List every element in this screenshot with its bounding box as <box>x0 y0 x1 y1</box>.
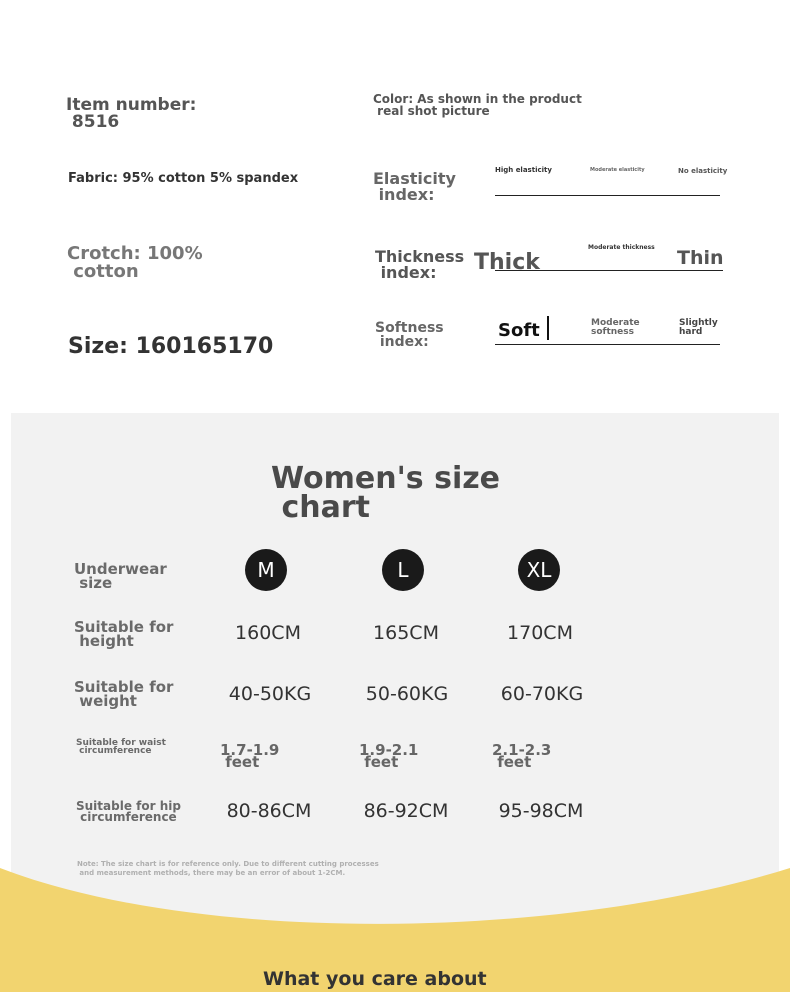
softness-option-soft: Soft <box>498 320 540 341</box>
waist-l: 1.9-2.1 feet <box>359 741 419 771</box>
softness-option-slightly-hard: Slightly hard <box>679 318 718 337</box>
waist-m: 1.7-1.9 feet <box>220 741 280 771</box>
waist-xl: 2.1-2.3 feet <box>492 741 552 771</box>
size-chart-note: Note: The size chart is for reference only. Due to different cutting processes and measurement methods, there may be an error of about 1-2CM. <box>77 860 379 878</box>
row-label-underwear-size: Underwear size <box>74 560 167 592</box>
fabric-spec: Fabric: 95% cotton 5% spandex <box>68 171 299 186</box>
row-label-hip: Suitable for hip circumference <box>76 799 181 824</box>
softness-label: Softness index: <box>375 320 444 350</box>
color-spec: Color: As shown in the product real shot picture <box>373 92 582 118</box>
hip-m: 80-86CM <box>226 800 312 822</box>
hip-xl: 95-98CM <box>498 800 584 822</box>
softness-scale-line <box>495 344 720 345</box>
size-badge-xl: XL <box>518 549 560 591</box>
thickness-option-thick: Thick <box>474 250 540 275</box>
row-label-weight: Suitable for weight <box>74 678 174 710</box>
size-spec: Size: 160165170 <box>68 334 274 359</box>
weight-l: 50-60KG <box>365 683 449 705</box>
height-xl: 170CM <box>507 622 573 644</box>
crotch-spec: Crotch: 100% cotton <box>67 243 203 282</box>
elasticity-option-none: No elasticity <box>678 167 728 175</box>
height-l: 165CM <box>373 622 439 644</box>
weight-xl: 60-70KG <box>500 683 584 705</box>
hip-l: 86-92CM <box>363 800 449 822</box>
thickness-option-moderate: Moderate thickness <box>588 244 655 251</box>
elasticity-option-high: High elasticity <box>495 166 552 174</box>
size-chart-title: Women's size chart <box>271 461 501 525</box>
height-m: 160CM <box>235 622 301 644</box>
size-badge-l: L <box>382 549 424 591</box>
softness-marker <box>547 316 549 340</box>
thickness-label: Thickness index: <box>375 247 465 282</box>
row-label-height: Suitable for height <box>74 618 174 650</box>
elasticity-label: Elasticity index: <box>373 169 456 204</box>
weight-m: 40-50KG <box>228 683 312 705</box>
footer-heading: What you care about <box>263 968 487 990</box>
item-number: Item number: 8516 <box>66 95 197 132</box>
elasticity-scale-line <box>495 195 720 196</box>
elasticity-option-moderate: Moderate elasticity <box>590 167 645 173</box>
size-badge-m: M <box>245 549 287 591</box>
softness-option-moderate: Moderate softness <box>591 318 640 337</box>
row-label-waist: Suitable for waist circumference <box>76 738 166 757</box>
thickness-option-thin: Thin <box>677 247 724 269</box>
